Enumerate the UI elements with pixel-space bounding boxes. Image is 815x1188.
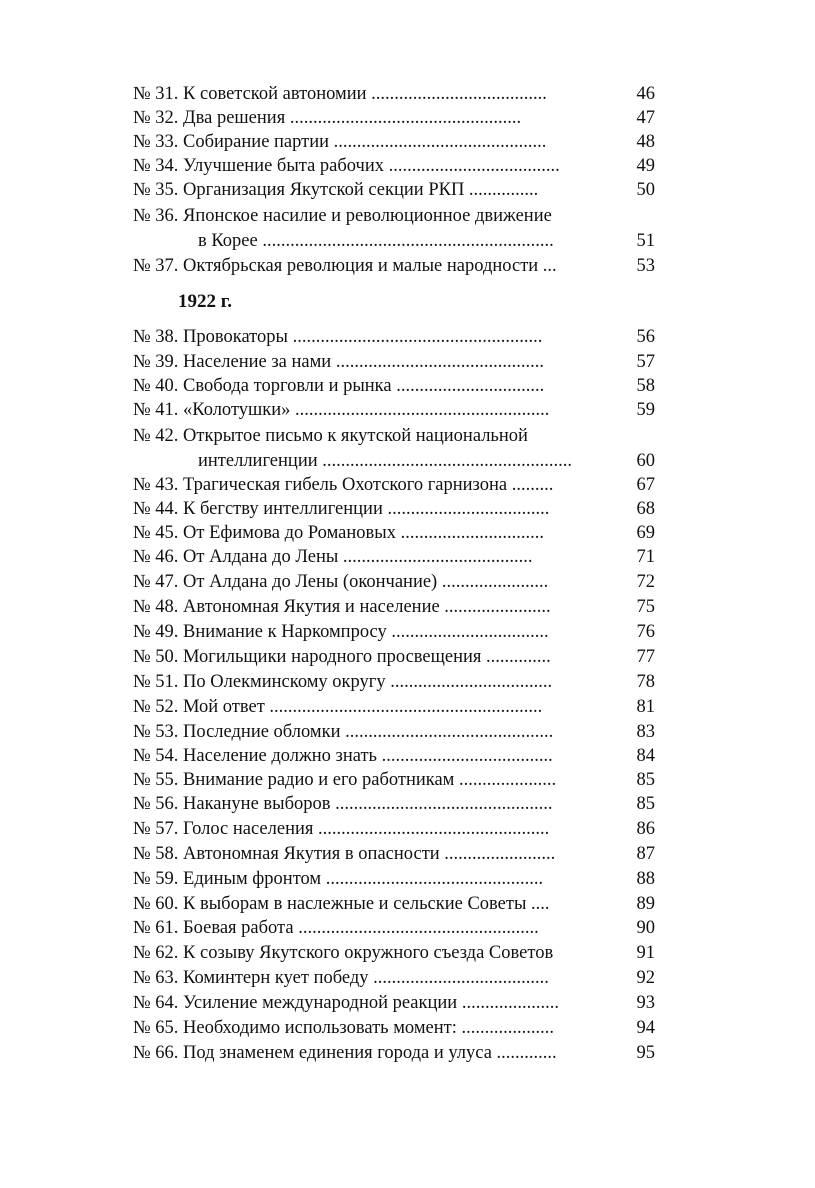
toc-entry-title: № 33. Собирание партии .............................................. <box>133 132 547 152</box>
toc-entry-title: № 36. Японское насилие и революционное движение <box>133 206 552 226</box>
toc-entry-page: 77 <box>636 647 655 667</box>
toc-entry-title: № 46. От Алдана до Лены ......................................... <box>133 547 533 567</box>
toc-entry-page: 58 <box>636 376 655 396</box>
toc-entry-title: № 34. Улучшение быта рабочих ..................................... <box>133 156 560 176</box>
toc-entry-title: № 45. От Ефимова до Романовых ............................... <box>133 523 544 543</box>
toc-entry-title: № 43. Трагическая гибель Охотского гарнизона ......... <box>133 475 554 495</box>
toc-entry-title: № 38. Провокаторы ...................................................... <box>133 327 543 347</box>
toc-entry-title: № 42. Открытое письмо к якутской национальной <box>133 426 528 446</box>
toc-entry-page: 90 <box>636 918 655 938</box>
toc-entry-title: № 40. Свобода торговли и рынка ................................ <box>133 376 545 396</box>
toc-entry-title: № 60. К выборам в наслежные и сельские Советы .... <box>133 894 550 914</box>
toc-entry-page: 75 <box>636 597 655 617</box>
toc-entry-title: № 44. К бегству интеллигенции ................................... <box>133 499 550 519</box>
toc-entry-page: 47 <box>636 108 655 128</box>
toc-entry-title: № 58. Автономная Якутия в опасности ........................ <box>133 844 556 864</box>
toc-entry-title: № 52. Мой ответ ........................................................... <box>133 697 543 717</box>
toc-entry-page: 59 <box>636 400 655 420</box>
toc-entry-title: № 64. Усиление международной реакции ..................... <box>133 993 559 1013</box>
toc-entry-page: 85 <box>636 794 655 814</box>
toc-entry-page: 89 <box>636 894 655 914</box>
year-heading: 1922 г. <box>178 291 232 312</box>
toc-entry-title: № 31. К советской автономии ...................................... <box>133 84 547 104</box>
toc-entry-page: 68 <box>636 499 655 519</box>
toc-entry-title: № 53. Последние обломки ............................................. <box>133 722 554 742</box>
toc-entry-page: 76 <box>636 622 655 642</box>
toc-entry-page: 87 <box>636 844 655 864</box>
toc-entry-title: № 54. Население должно знать ..................................... <box>133 746 553 766</box>
toc-entry-page: 48 <box>636 132 655 152</box>
toc-entry-page: 49 <box>636 156 655 176</box>
toc-entry-title: № 37. Октябрьская революция и малые народности ... <box>133 256 557 276</box>
toc-entry-page: 60 <box>636 451 655 471</box>
toc-entry-page: 46 <box>636 84 655 104</box>
toc-entry-page: 67 <box>636 475 655 495</box>
toc-entry-page: 95 <box>636 1043 655 1063</box>
toc-entry-title: № 47. От Алдана до Лены (окончание) ....................... <box>133 572 549 592</box>
toc-entry-title: № 39. Население за нами ............................................. <box>133 352 544 372</box>
toc-entry-page: 93 <box>636 993 655 1013</box>
toc-entry-title: № 48. Автономная Якутия и население ....................... <box>133 597 551 617</box>
toc-entry-page: 88 <box>636 869 655 889</box>
toc-entry-title: № 41. «Колотушки» ....................................................... <box>133 400 550 420</box>
toc-entry-title: № 66. Под знаменем единения города и улуса ............. <box>133 1043 557 1063</box>
toc-entry-title: интеллигенции ...................................................... <box>198 451 572 471</box>
toc-entry-page: 72 <box>636 572 655 592</box>
toc-entry-page: 71 <box>636 547 655 567</box>
toc-entry-page: 78 <box>636 672 655 692</box>
toc-entry-title: № 61. Боевая работа .................................................... <box>133 918 539 938</box>
toc-entry-title: № 57. Голос населения .................................................. <box>133 819 550 839</box>
toc-entry-title: № 63. Коминтерн кует победу ...................................... <box>133 968 549 988</box>
toc-entry-page: 50 <box>636 180 655 200</box>
toc-entry-page: 53 <box>636 256 655 276</box>
toc-entry-page: 92 <box>636 968 655 988</box>
toc-entry-page: 86 <box>636 819 655 839</box>
toc-entry-page: 81 <box>636 697 655 717</box>
toc-entry-title: № 50. Могильщики народного просвещения .............. <box>133 647 551 667</box>
toc-entry-page: 57 <box>636 352 655 372</box>
toc-entry-page: 84 <box>636 746 655 766</box>
toc-entry-title: № 59. Единым фронтом ............................................... <box>133 869 544 889</box>
toc-entry-page: 69 <box>636 523 655 543</box>
toc-entry-title: № 55. Внимание радио и его работникам ..................... <box>133 770 557 790</box>
toc-entry-title: в Корее ............................................................... <box>198 231 554 251</box>
toc-entry-title: № 56. Накануне выборов ............................................... <box>133 794 553 814</box>
toc-entry-title: № 35. Организация Якутской секции РКП ............... <box>133 180 539 200</box>
toc-entry-page: 94 <box>636 1018 655 1038</box>
toc-entry-page: 83 <box>636 722 655 742</box>
toc-entry-title: № 62. К созыву Якутского окружного съезда Советов <box>133 943 554 963</box>
toc-entry-page: 85 <box>636 770 655 790</box>
toc-entry-page: 51 <box>636 231 655 251</box>
toc-entry-page: 56 <box>636 327 655 347</box>
toc-entry-title: № 49. Внимание к Наркомпросу .................................. <box>133 622 549 642</box>
toc-entry-title: № 32. Два решения .................................................. <box>133 108 522 128</box>
toc-entry-title: № 65. Необходимо использовать момент: .................... <box>133 1018 554 1038</box>
toc-entry-title: № 51. По Олекминскому округу ................................... <box>133 672 553 692</box>
toc-entry-page: 91 <box>636 943 655 963</box>
